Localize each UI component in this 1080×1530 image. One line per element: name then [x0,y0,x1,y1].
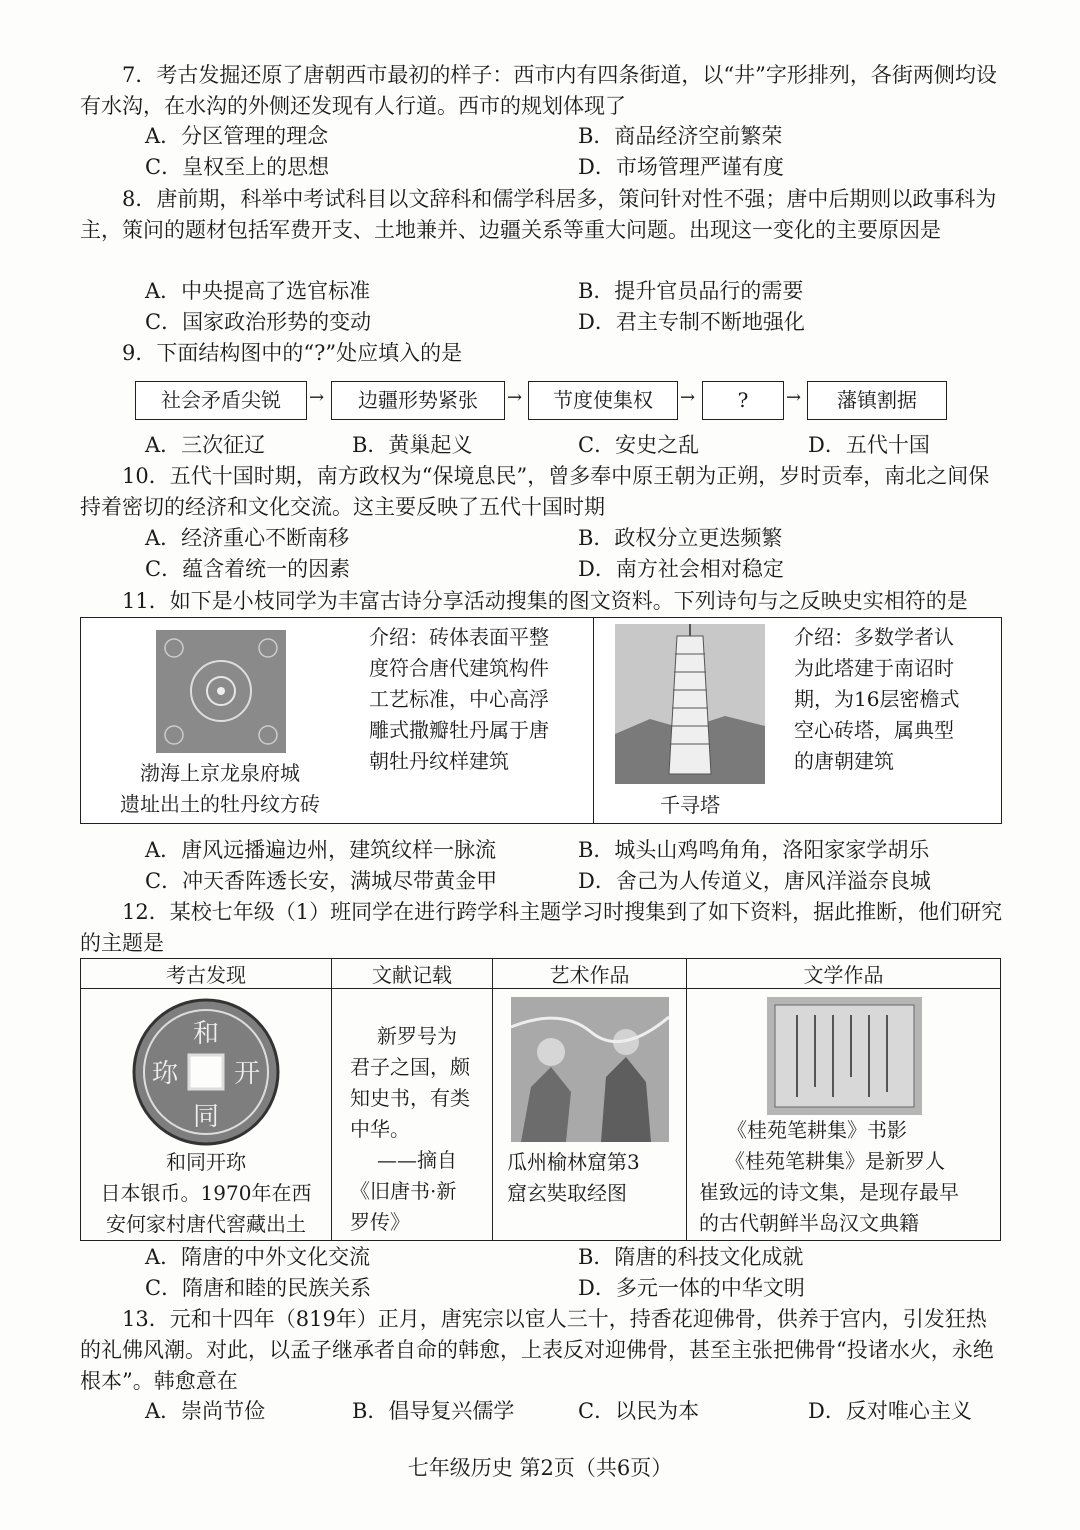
flow-step-5: 藩镇割据 [807,381,947,420]
doc-source: 罗传》 [350,1210,410,1234]
q7-option-d[interactable]: D．市场管理严谨有度 [578,155,784,179]
q9-option-d[interactable]: D．五代十国 [808,433,930,457]
question-9-stem: 9．下面结构图中的“?”处应填入的是 [122,341,463,365]
q12-option-a[interactable]: A．隋唐的中外文化交流 [145,1245,371,1269]
q13-option-d[interactable]: D．反对唯心主义 [808,1399,972,1423]
doc-line: 新罗号为 [377,1024,457,1048]
flow-step-3: 节度使集权 [528,381,678,420]
intro-line: 工艺标准，中心高浮 [369,687,549,711]
q10-option-c[interactable]: C．蕴含着统一的因素 [145,557,351,581]
q10-option-a[interactable]: A．经济重心不断南移 [145,526,350,550]
col-header: 考古发现 [81,959,332,989]
peony-brick-caption-2: 遗址出土的牡丹纹方砖 [120,792,320,816]
intro-line: 期，为16层密檐式 [794,687,960,711]
peony-brick-image [156,630,286,753]
coin-char-left: 珎 [151,1059,179,1089]
q7-option-b[interactable]: B．商品经济空前繁荣 [578,124,783,148]
q8-option-a[interactable]: A．中央提高了选官标准 [145,279,371,303]
q13-option-c[interactable]: C．以民为本 [578,1399,700,1423]
intro-line: 介绍：砖体表面平整 [369,625,549,649]
q12-option-b[interactable]: B．隋唐的科技文化成就 [578,1245,804,1269]
xuanzang-mural-image [511,997,669,1142]
intro-line: 介绍：多数学者认 [794,625,954,649]
qianxun-pagoda-image [615,624,765,784]
question-11-stem: 11．如下是小枝同学为丰富古诗分享活动搜集的图文资料。下列诗句与之反映史实相符的是 [122,589,968,613]
coin-char-right: 开 [233,1059,261,1089]
book-desc: 《桂苑笔耕集》是新罗人 [725,1149,945,1173]
pagoda-caption: 千寻塔 [660,793,720,817]
coin-char-top: 和 [192,1019,220,1049]
q11-option-b[interactable]: B．城头山鸡鸣角角，洛阳家家学胡乐 [578,838,930,862]
archaeology-cell [81,989,332,1241]
art-cell [493,989,687,1241]
intro-line: 朝牡丹纹样建筑 [369,749,509,773]
doc-line: 知史书，有类 [350,1086,470,1110]
question-11 [80,586,1005,617]
q8-option-b[interactable]: B．提升官员品行的需要 [578,279,804,303]
mural-caption: 瓜州榆林窟第3 [507,1150,640,1174]
q12-option-c[interactable]: C．隋唐和睦的民族关系 [145,1276,372,1300]
flow-arrow-icon: → [786,387,802,408]
question-8-stem: 8．唐前期，科举中考试科目以文辞科和儒学科居多，策问针对性不强；唐中后期则以政事科为主，策问的题材包括军费开支、土地兼并、边疆关系等重大问题。出现这一变化的主要原因是 [80,187,997,242]
q7-option-a[interactable]: A．分区管理的理念 [145,124,329,148]
q12-material-table [80,958,1001,1241]
coin-title: 和同开珎 [166,1150,246,1174]
literature-cell [687,989,1001,1241]
question-10 [80,461,1005,523]
mural-caption: 窟玄奘取经图 [507,1181,627,1205]
flow-arrow-icon: → [507,387,523,408]
peony-brick-intro [369,622,589,777]
q11-option-d[interactable]: D．舍己为人传道义，唐风洋溢奈良城 [578,869,931,893]
question-7-stem: 7．考古发掘还原了唐朝西市最初的样子：西市内有四条街道，以“井”字形排列，各街两侧均设有水沟，在水沟的外侧还发现有人行道。西市的规划体现了 [80,63,997,118]
coin-image [131,997,281,1147]
book-desc: 的古代朝鲜半岛汉文典籍 [699,1211,919,1235]
flow-arrow-icon: → [309,387,325,408]
flow-step-1: 社会矛盾尖锐 [135,381,307,420]
intro-line: 空心砖塔，属典型 [794,718,954,742]
q9-option-c[interactable]: C．安史之乱 [578,433,700,457]
q11-option-c[interactable]: C．冲天香阵透长安，满城尽带黄金甲 [145,869,498,893]
question-12-stem: 12．某校七年级（1）班同学在进行跨学科主题学习时搜集到了如下资料，据此推断，他们研究的主题是 [80,900,1003,955]
flow-step-unknown: ? [702,381,784,420]
intro-line: 的唐朝建筑 [794,749,894,773]
col-header: 文献记载 [332,959,493,989]
coin-char-bottom: 同 [192,1102,220,1132]
q9-option-b[interactable]: B．黄巢起义 [352,433,473,457]
doc-line: 中华。 [350,1117,410,1141]
page-footer: 七年级历史 第2页（共6页） [407,1456,673,1480]
pagoda-intro [794,622,999,777]
col-header: 艺术作品 [493,959,687,989]
question-13 [80,1304,1005,1397]
question-13-stem: 13．元和十四年（819年）正月，唐宪宗以宦人三十，持香花迎佛骨，供养于宫内，引发狂热的礼佛风潮。对此，以孟子继承者自命的韩愈，上表反对迎佛骨，甚至主张把佛骨“投诸水火，永绝根本”。韩愈意在 [80,1307,994,1393]
q7-option-c[interactable]: C．皇权至上的思想 [145,155,330,179]
document-cell [332,989,493,1241]
q12-option-d[interactable]: D．多元一体的中华文明 [578,1276,805,1300]
doc-line: 君子之国，颇 [350,1055,470,1079]
q11-option-a[interactable]: A．唐风远播遍边州，建筑纹样一脉流 [145,838,497,862]
question-7 [80,60,1005,122]
doc-source: ——摘自 [377,1148,457,1172]
intro-line: 雕式撒瓣牡丹属于唐 [369,718,549,742]
q13-option-b[interactable]: B．倡导复兴儒学 [352,1399,515,1423]
flow-arrow-icon: → [680,387,696,408]
book-desc: 崔致远的诗文集，是现存最早 [699,1180,959,1204]
book-page-image [767,997,922,1115]
q11-material-box [80,617,1002,824]
q8-option-d[interactable]: D．君主专制不断地强化 [578,310,805,334]
q11-divider [593,618,594,823]
book-caption: 《桂苑笔耕集》书影 [727,1118,907,1142]
q10-option-b[interactable]: B．政权分立更迭频繁 [578,526,783,550]
coin-desc: 安何家村唐代窖藏出土 [106,1212,306,1236]
peony-brick-caption-1: 渤海上京龙泉府城 [140,761,300,785]
q9-option-a[interactable]: A．三次征辽 [145,433,266,457]
q8-option-c[interactable]: C．国家政治形势的变动 [145,310,372,334]
flow-step-2: 边疆形势紧张 [331,381,505,420]
q10-option-d[interactable]: D．南方社会相对稳定 [578,557,784,581]
question-10-stem: 10．五代十国时期，南方政权为“保境息民”，曾多奉中原王朝为正朔，岁时贡奉，南北之间保持着密切的经济和文化交流。这主要反映了五代十国时期 [80,464,990,519]
doc-source: 《旧唐书·新 [350,1179,457,1203]
intro-line: 为此塔建于南诏时 [794,656,954,680]
q13-option-a[interactable]: A．崇尚节俭 [145,1399,266,1423]
question-8 [80,184,1005,246]
intro-line: 度符合唐代建筑构件 [369,656,549,680]
question-9 [80,338,1005,369]
coin-desc: 日本银币。1970年在西 [100,1181,312,1205]
question-12 [80,897,1005,959]
col-header: 文学作品 [687,959,1001,989]
